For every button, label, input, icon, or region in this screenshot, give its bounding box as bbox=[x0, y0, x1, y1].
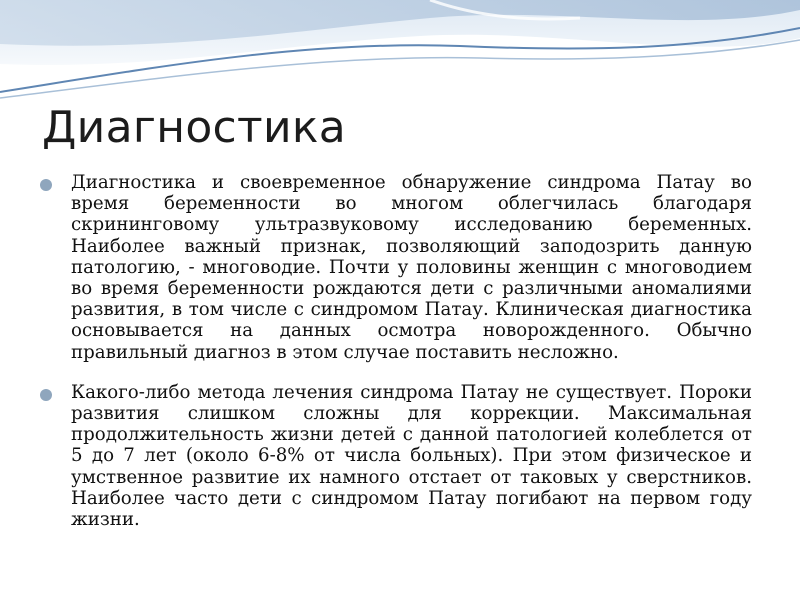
bullet-list bbox=[40, 172, 752, 549]
wave-header-decoration bbox=[0, 0, 800, 110]
slide-title: Диагностика bbox=[42, 102, 346, 153]
bullet-item-treatment bbox=[40, 382, 752, 530]
bullet-text-treatment: Какого-либо метода лечения синдрома Патау не существует. Пороки развития слишком сложны для коррекции. Максимальная продолжительность жизни детей с данной патологией колеблется от 5 до 7 лет (около 6-8% от числа больных). При этом физическое и умственное развитие их намного отстает от таковых у сверстников. Наиболее часто дети с синдромом Патау погибают на первом году жизни. bbox=[71, 381, 752, 531]
bullet-dot-icon bbox=[40, 179, 52, 191]
bullet-dot-icon bbox=[40, 389, 52, 401]
bullet-item-diagnosis bbox=[40, 172, 752, 363]
bullet-text-diagnosis: Диагностика и своевременное обнаружение синдрома Патау во время беременности во многом облегчилась благодаря скрининговому ультразвуковому исследованию беременных. Наиболее важный признак, позволяющий заподозрить данную патологию, - многоводие. Почти у половины женщин с многоводием во время беременности рождаются дети с различными аномалиями развития, в том числе с синдромом Патау. Клиническая диагностика основывается на данных осмотра новорожденного. Обычно правильный диагноз в этом случае поставить несложно. bbox=[71, 172, 752, 363]
